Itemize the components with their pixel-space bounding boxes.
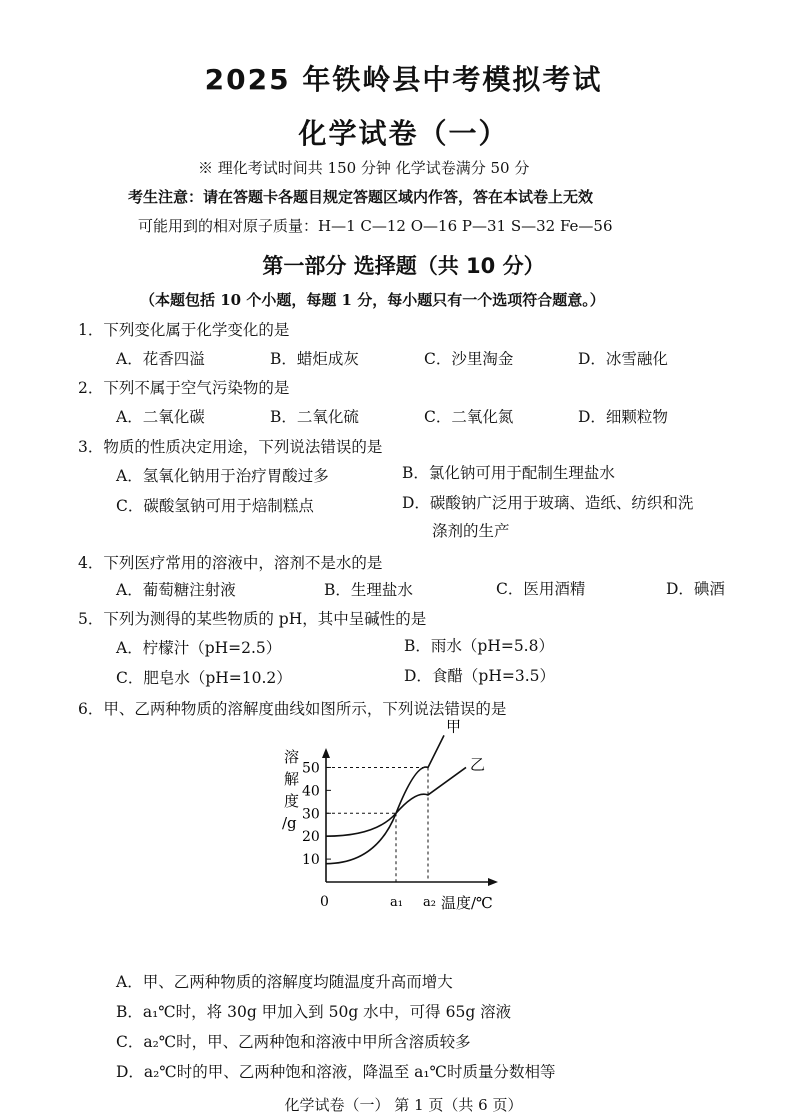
section-title: 第一部分 选择题（共 10 分） xyxy=(262,254,545,278)
option-d: D．碘酒 xyxy=(666,580,725,598)
question-stem: 1．下列变化属于化学变化的是 xyxy=(78,321,290,339)
y-tick-label: 20 xyxy=(302,829,320,846)
y-label-char: 度 xyxy=(284,792,300,810)
solubility-chart xyxy=(276,717,516,918)
question-stem: 3．物质的性质决定用途，下列说法错误的是 xyxy=(78,438,383,456)
question-stem: 2．下列不属于空气污染物的是 xyxy=(78,379,290,397)
section-instructions: （本题包括 10 个小题，每题 1 分，每小题只有一个选项符合题意。） xyxy=(140,291,605,309)
option-c: C．医用酒精 xyxy=(496,580,586,598)
option-b: B．a₁℃时，将 30g 甲加入到 50g 水中，可得 65g 溶液 xyxy=(116,1003,512,1021)
time-score-info: ※ 理化考试时间共 150 分钟 化学试卷满分 50 分 xyxy=(198,159,530,177)
option-b: B．氯化钠可用于配制生理盐水 xyxy=(402,464,615,482)
question-stem: 5．下列为测得的某些物质的 pH，其中呈碱性的是 xyxy=(78,610,427,628)
option-d: D．a₂℃时的甲、乙两种饱和溶液，降温至 a₁℃时质量分数相等 xyxy=(116,1063,556,1081)
option-b: B．雨水（pH=5.8） xyxy=(404,637,554,655)
examinee-notice: 考生注意：请在答题卡各题目规定答题区域内作答，答在本试卷上无效 xyxy=(128,188,594,206)
x-tick-a2: a₂ xyxy=(423,895,436,910)
question-stem: 6．甲、乙两种物质的溶解度曲线如图所示，下列说法错误的是 xyxy=(78,700,507,718)
origin-label: 0 xyxy=(320,894,329,910)
option-c: C．碳酸氢钠可用于焙制糕点 xyxy=(116,497,314,515)
option-b: B．蜡炬成灰 xyxy=(270,350,359,368)
y-axis-arrow xyxy=(322,748,330,758)
option-c: C．a₂℃时，甲、乙两种饱和溶液中甲所含溶质较多 xyxy=(116,1033,471,1051)
x-axis-arrow xyxy=(488,878,498,886)
option-a: A．柠檬汁（pH=2.5） xyxy=(116,639,282,657)
option-a: A．葡萄糖注射液 xyxy=(116,581,236,599)
option-d: D．碳酸钠广泛用于玻璃、造纸、纺织和洗 xyxy=(402,494,694,512)
option-c: C．沙里淘金 xyxy=(424,350,514,368)
exam-title: 2025 年铁岭县中考模拟考试 xyxy=(204,63,603,96)
y-tick-label: 30 xyxy=(302,806,320,823)
option-b: B．生理盐水 xyxy=(324,581,413,599)
x-axis-label: 温度/℃ xyxy=(441,894,493,912)
option-b: B．二氧化硫 xyxy=(270,408,359,426)
y-label-char: 溶 xyxy=(284,748,300,766)
curve-label-jia: 甲 xyxy=(446,717,462,736)
atomic-mass-info: 可能用到的相对原子质量：H—1 C—12 O—16 P—31 S—32 Fe—56 xyxy=(138,217,613,235)
option-d: D．冰雪融化 xyxy=(578,350,668,368)
option-c: C．二氧化氮 xyxy=(424,408,514,426)
y-tick-label: 40 xyxy=(302,783,320,800)
y-tick-label: 10 xyxy=(302,852,320,869)
option-c: C．肥皂水（pH=10.2） xyxy=(116,669,292,687)
solubility-chart-svg xyxy=(276,717,516,918)
y-label-char: 解 xyxy=(284,770,300,788)
curve-jia xyxy=(326,735,444,863)
option-d: D．食醋（pH=3.5） xyxy=(404,667,556,685)
option-a: A．甲、乙两种物质的溶解度均随温度升高而增大 xyxy=(116,973,453,991)
option-d: D．细颗粒物 xyxy=(578,408,668,426)
x-tick-a1: a₁ xyxy=(390,895,403,910)
curve-label-yi: 乙 xyxy=(470,755,486,774)
page-footer: 化学试卷（一） 第 1 页（共 6 页） xyxy=(284,1096,523,1114)
option-a: A．二氧化碳 xyxy=(116,408,205,426)
option-a: A．氢氧化钠用于治疗胃酸过多 xyxy=(116,467,329,485)
question-stem: 4．下列医疗常用的溶液中，溶剂不是水的是 xyxy=(78,554,383,572)
option-d-continued: 涤剂的生产 xyxy=(432,522,510,540)
exam-subtitle: 化学试卷（一） xyxy=(298,117,509,150)
option-a: A．花香四溢 xyxy=(116,350,205,368)
y-tick-label: 50 xyxy=(302,760,320,777)
y-label-char: /g xyxy=(282,814,297,832)
